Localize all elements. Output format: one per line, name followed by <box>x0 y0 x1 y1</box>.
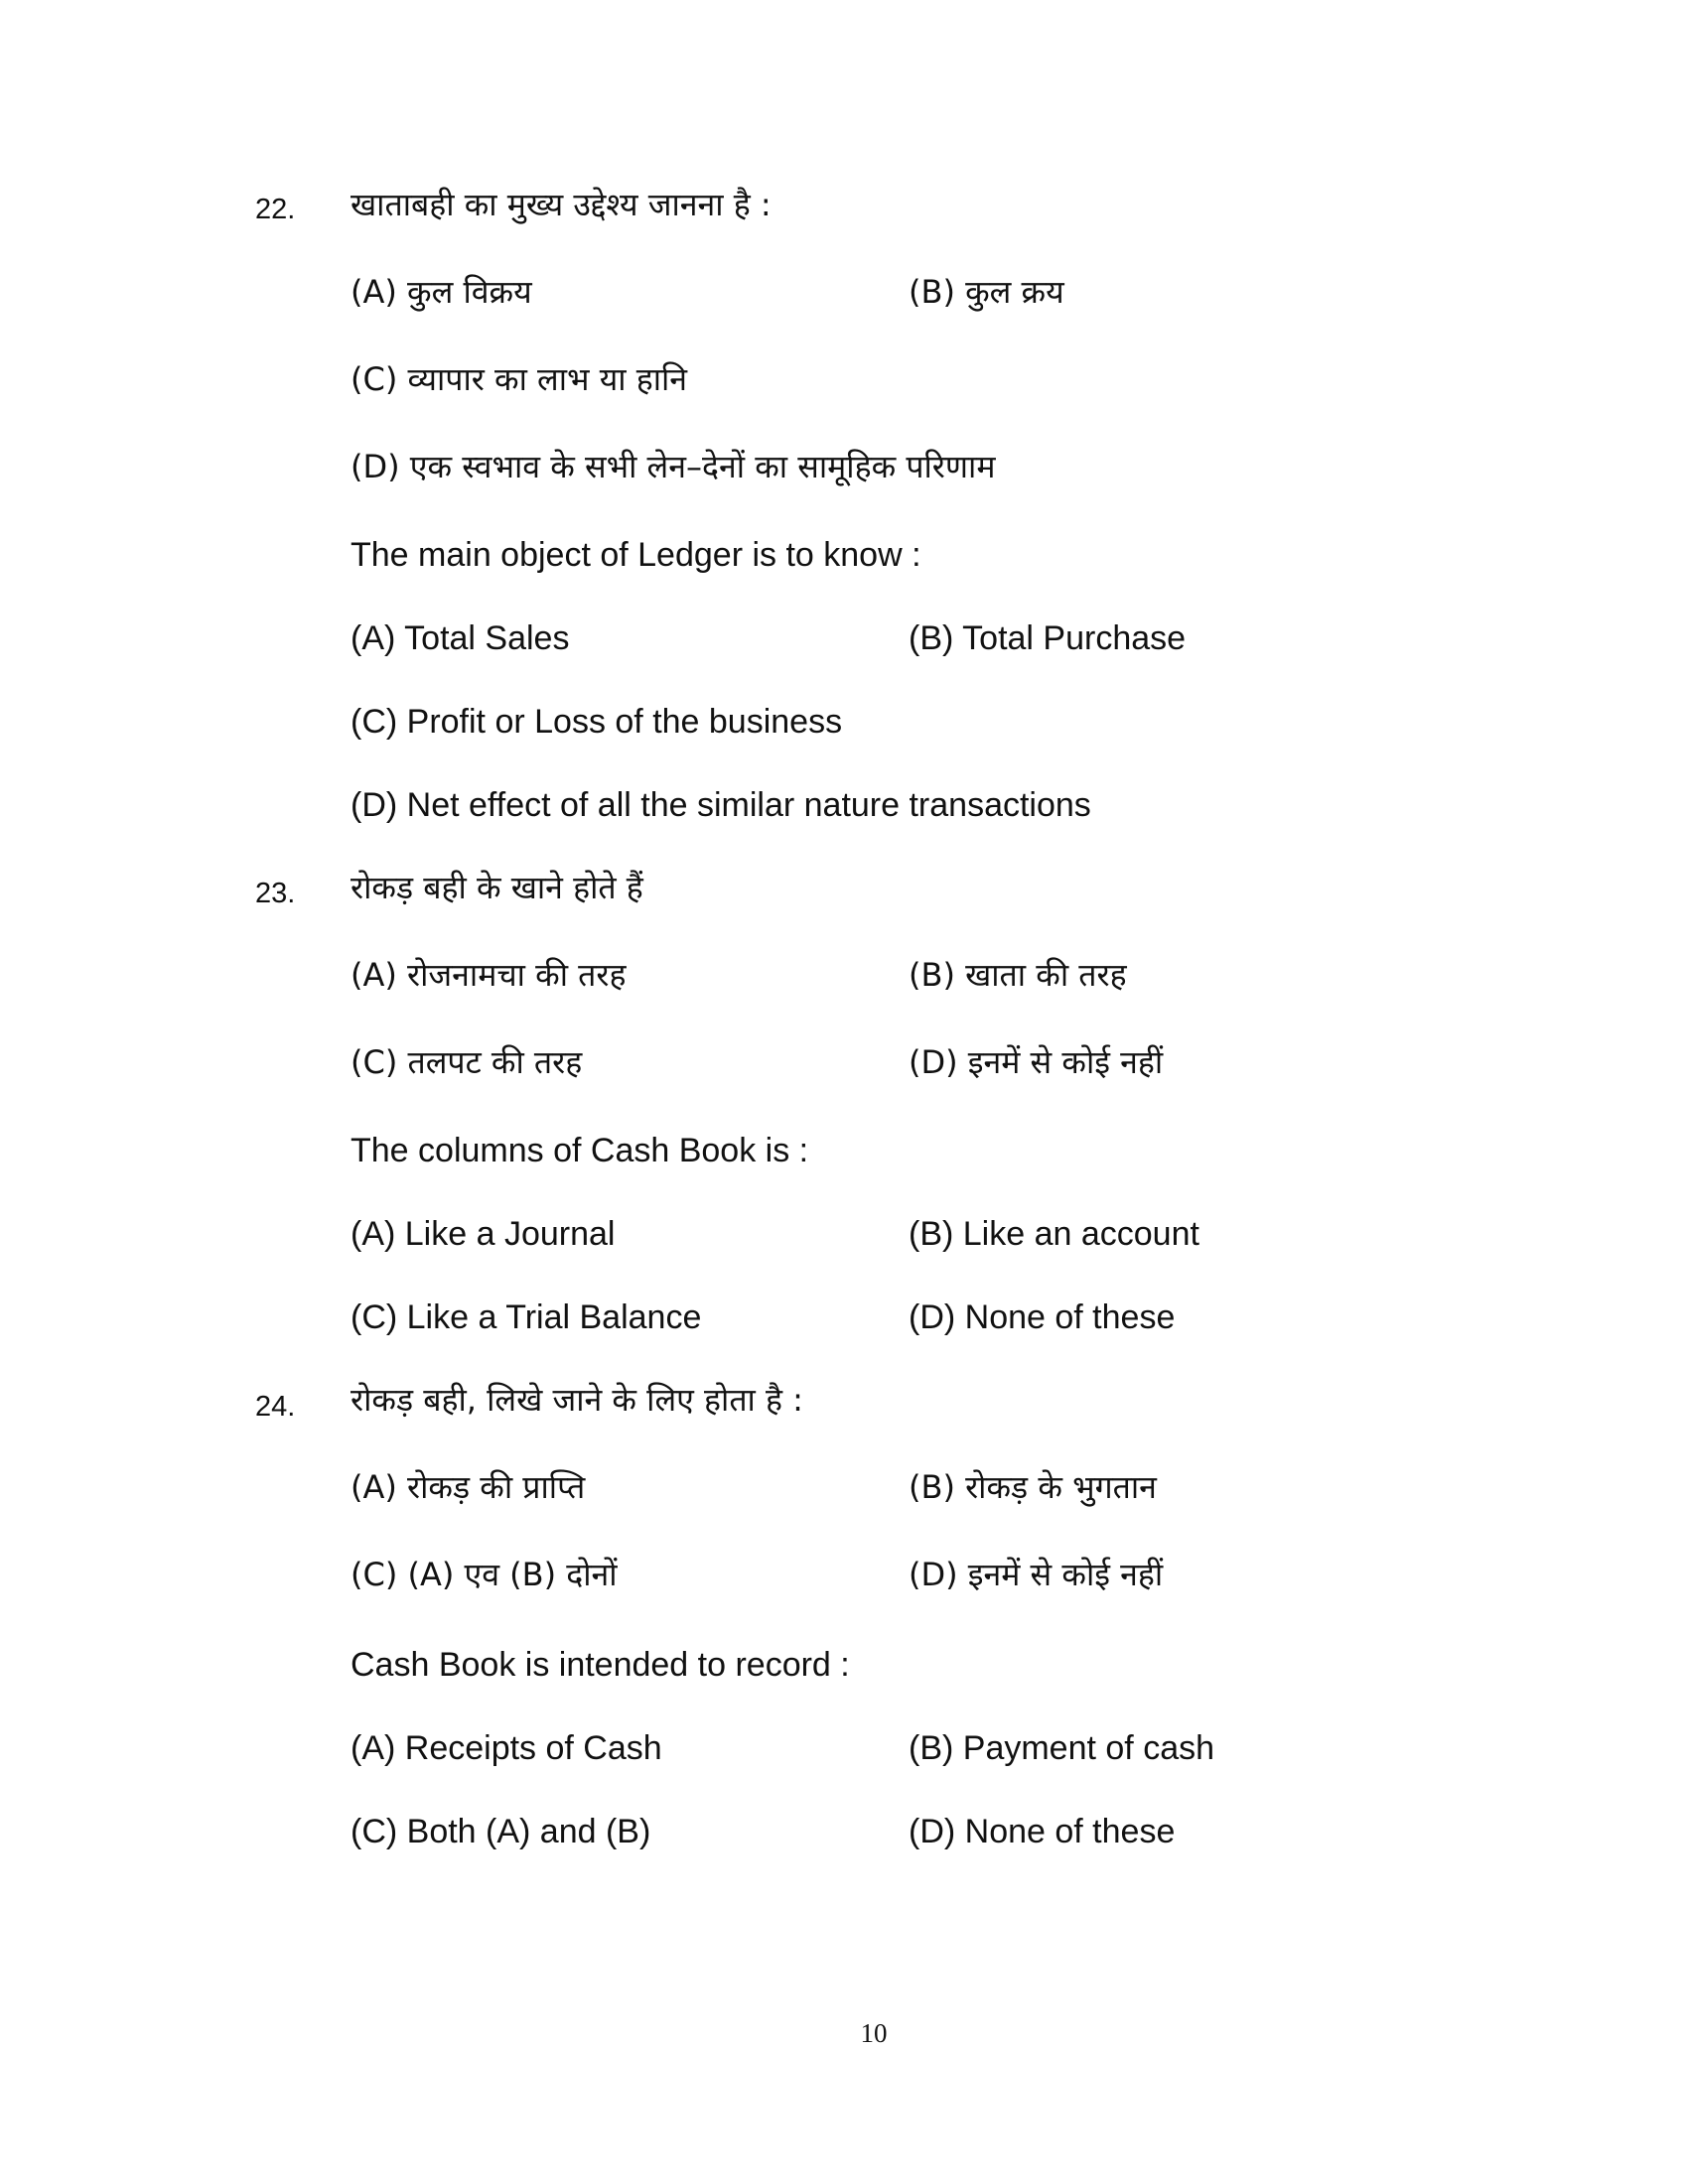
question-text-hindi: रोकड़ बही के खाने होते हैं <box>351 869 643 906</box>
option-d-hindi: (D) इनमें से कोई नहीं <box>909 1556 1164 1593</box>
question-text-english: The main object of Ledger is to know : <box>351 536 921 574</box>
option-c-hindi: (C) तलपट की तरह <box>351 1043 583 1081</box>
option-d-english: (D) None of these <box>909 1298 1176 1336</box>
option-b-hindi: (B) रोकड़ के भुगतान <box>909 1468 1157 1506</box>
option-b-hindi: (B) खाता की तरह <box>909 956 1127 994</box>
question-number: 23. <box>255 878 296 909</box>
option-c-hindi: (C) (A) एव (B) दोनों <box>351 1556 618 1593</box>
question-text-hindi: रोकड़ बही, लिखे जाने के लिए होता है : <box>351 1381 803 1419</box>
option-a-english: (A) Total Sales <box>351 619 570 657</box>
option-d-english: (D) None of these <box>909 1813 1176 1850</box>
option-a-hindi: (A) रोजनामचा की तरह <box>351 956 627 994</box>
question-text-english: The columns of Cash Book is : <box>351 1132 809 1169</box>
question-text-english: Cash Book is intended to record : <box>351 1646 850 1684</box>
option-d-english: (D) Net effect of all the similar nature transactions <box>351 786 1091 824</box>
option-c-english: (C) Both (A) and (B) <box>351 1813 651 1850</box>
option-c-hindi: (C) व्यापार का लाभ या हानि <box>351 360 688 398</box>
option-a-english: (A) Receipts of Cash <box>351 1729 662 1767</box>
page-number: 10 <box>860 2018 888 2048</box>
option-d-hindi: (D) एक स्वभाव के सभी लेन–देनों का सामूहिक परिणाम <box>351 448 996 485</box>
question-number: 24. <box>255 1391 296 1423</box>
option-b-english: (B) Like an account <box>909 1215 1199 1253</box>
option-a-hindi: (A) कुल विक्रय <box>351 273 532 311</box>
option-d-hindi: (D) इनमें से कोई नहीं <box>909 1043 1164 1081</box>
option-b-english: (B) Total Purchase <box>909 619 1187 657</box>
option-c-english: (C) Profit or Loss of the business <box>351 703 843 741</box>
question-text-hindi: खाताबही का मुख्य उद्देश्य जानना है : <box>351 186 772 223</box>
option-a-english: (A) Like a Journal <box>351 1215 616 1253</box>
option-b-hindi: (B) कुल क्रय <box>909 273 1064 311</box>
option-b-english: (B) Payment of cash <box>909 1729 1215 1767</box>
option-c-english: (C) Like a Trial Balance <box>351 1298 702 1336</box>
question-number: 22. <box>255 194 296 225</box>
option-a-hindi: (A) रोकड़ की प्राप्ति <box>351 1468 586 1506</box>
